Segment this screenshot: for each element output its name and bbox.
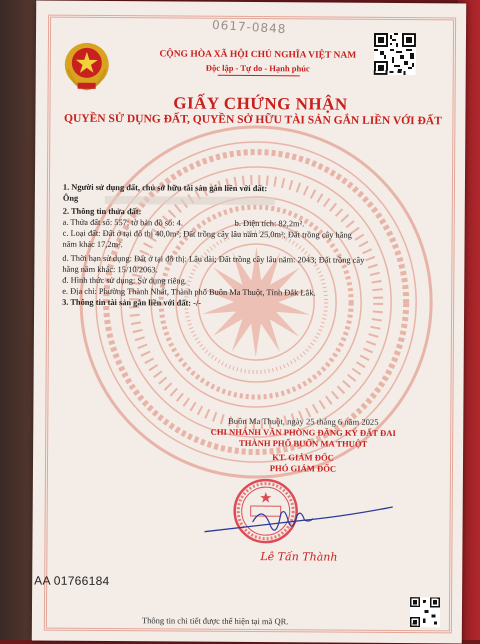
parcel-address: e. Địa chỉ: Phường Thành Nhất, Thành phố Buôn Ma Thuột, Tỉnh Đắk Lắk. [62, 286, 316, 298]
owner-prefix: Ông [62, 193, 79, 203]
national-emblem-icon [60, 39, 114, 93]
handwritten-signature-icon [192, 492, 422, 554]
section3-heading: 3. Thông tin tài sản gắn liền với đất: -/- [62, 297, 202, 308]
land-term-line2: hằng năm khác: 15/10/2063. [62, 264, 158, 275]
land-type-line1: c. Loại đất: Đất ở tại đô thị 40,0m²; Đất trồng cây lâu năm 25,0m²; Đất trồng cây hằng [62, 228, 352, 240]
parcel-area: b. Diện tích: 82,2m². [234, 218, 305, 229]
certificate-title: GIẤY CHỨNG NHẬN [173, 93, 348, 114]
motto: Độc lập - Tự do - Hạnh phúc [205, 62, 310, 74]
signer-role1: KT. GIÁM ĐỐC [272, 452, 334, 463]
issuing-org-line2: THÀNH PHỐ BUÔN MA THUỘT [238, 437, 368, 449]
land-type-line2: năm khác 17,2m². [62, 239, 123, 250]
section1-heading: 1. Người sử dụng đất, chủ sở hữu tài sản gắn liền với đất: [62, 182, 268, 194]
land-term-line1: d. Thời hạn sử dụng: Đất ở tại đô thị: Lâu dài; Đất trồng cây lâu năm: 2043; Đất trồng cây [62, 253, 365, 265]
issuing-org-line1: CHI NHÁNH VĂN PHÒNG ĐĂNG KÝ ĐẤT ĐAI [210, 426, 396, 439]
parcel-number: a. Thửa đất số: 557; tờ bản đồ số: 4. [62, 217, 183, 228]
place-date: Buôn Ma Thuột, ngày 25 tháng 6 năm 2025 [228, 415, 379, 427]
country-header: CỘNG HÒA XÃ HỘI CHỦ NGHĨA VIỆT NAM [159, 49, 357, 61]
qr-footer-note: Thông tin chi tiết được thể hiện tại mã QR. [141, 615, 289, 627]
serial-number: AA 01766184 [34, 573, 110, 589]
signer-name: Lê Tấn Thành [260, 550, 338, 564]
handwritten-number: 0617-0848 [211, 17, 287, 37]
usage-form: đ. Hình thức sử dụng: Sử dụng riêng. [62, 275, 187, 286]
section2-heading: 2. Thông tin thửa đất: [62, 206, 142, 217]
redacted-owner-name [105, 196, 275, 205]
signer-role2: PHÓ GIÁM ĐỐC [269, 463, 337, 474]
certificate-subtitle: QUYỀN SỬ DỤNG ĐẤT, QUYỀN SỞ HỮU TÀI SẢN GẮN LIỀN VỚI ĐẤT [63, 112, 442, 128]
certificate-document [32, 1, 466, 644]
qr-code-icon [374, 33, 416, 75]
footer-qr-code-icon [410, 597, 440, 627]
